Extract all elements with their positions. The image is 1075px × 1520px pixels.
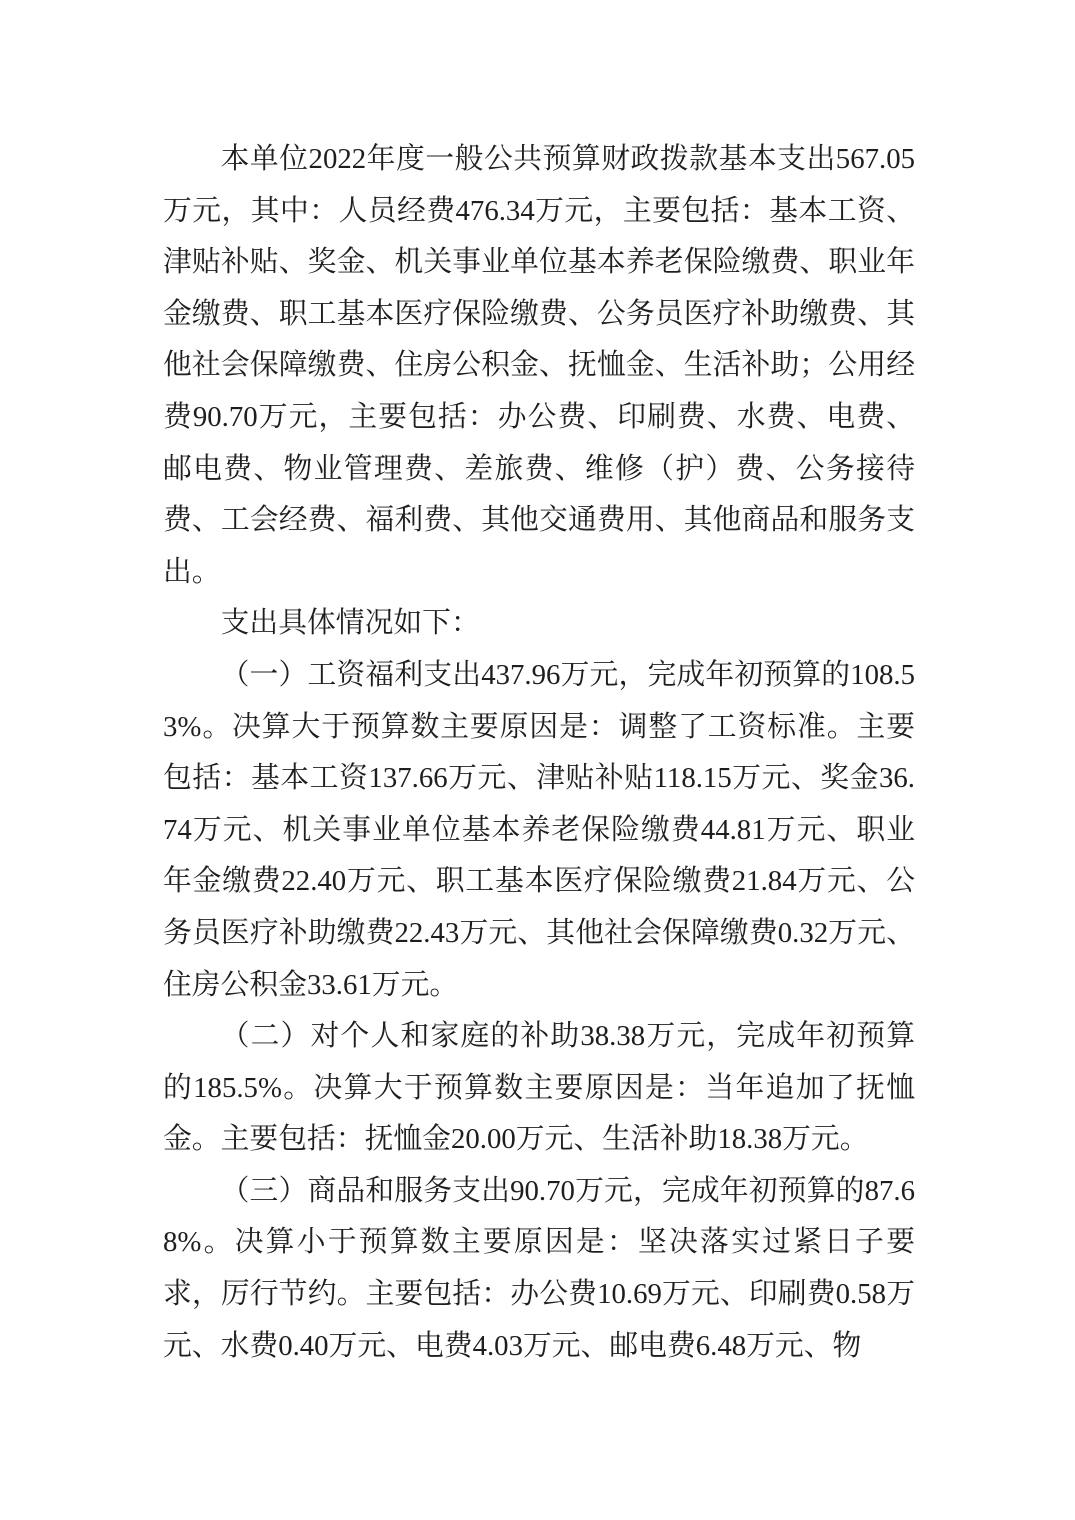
paragraph: 支出具体情况如下： — [220, 607, 480, 640]
paragraph: （三）商品和服务支出90.70万元，完成年初预算的87.68%。决算小于预算数主要原因是：坚决落实过紧日子要求，厉行节约。主要包括：办公费10.69万元、印刷费0.58万元、水费0.40万元、电费4.03万元、邮电费6.48万元、物 — [163, 1174, 915, 1362]
paragraph: 本单位2022年度一般公共预算财政拨款基本支出567.05万元，其中：人员经费476.34万元，主要包括：基本工资、津贴补贴、奖金、机关事业单位基本养老保险缴费、职业年金缴费、职工基本医疗保险缴费、公务员医疗补助缴费、其他社会保障缴费、住房公积金、抚恤金、生活补助；公用经费90.70万元，主要包括：办公费、印刷费、水费、电费、邮电费、物业管理费、差旅费、维修（护）费、公务接待费、工会经费、福利费、其他交通费用、其他商品和服务支出。 — [163, 143, 915, 588]
document-body — [163, 134, 915, 1372]
paragraph: （一）工资福利支出437.96万元，完成年初预算的108.53%。决算大于预算数主要原因是：调整了工资标准。主要包括：基本工资137.66万元、津贴补贴118.15万元、奖金36.74万元、机关事业单位基本养老保险缴费44.81万元、职业年金缴费22.40万元、职工基本医疗保险缴费21.84万元、公务员医疗补助缴费22.43万元、其他社会保障缴费0.32万元、住房公积金33.61万元。 — [163, 658, 915, 1001]
paragraph: （二）对个人和家庭的补助38.38万元，完成年初预算的185.5%。决算大于预算数主要原因是：当年追加了抚恤金。主要包括：抚恤金20.00万元、生活补助18.38万元。 — [163, 1020, 915, 1156]
